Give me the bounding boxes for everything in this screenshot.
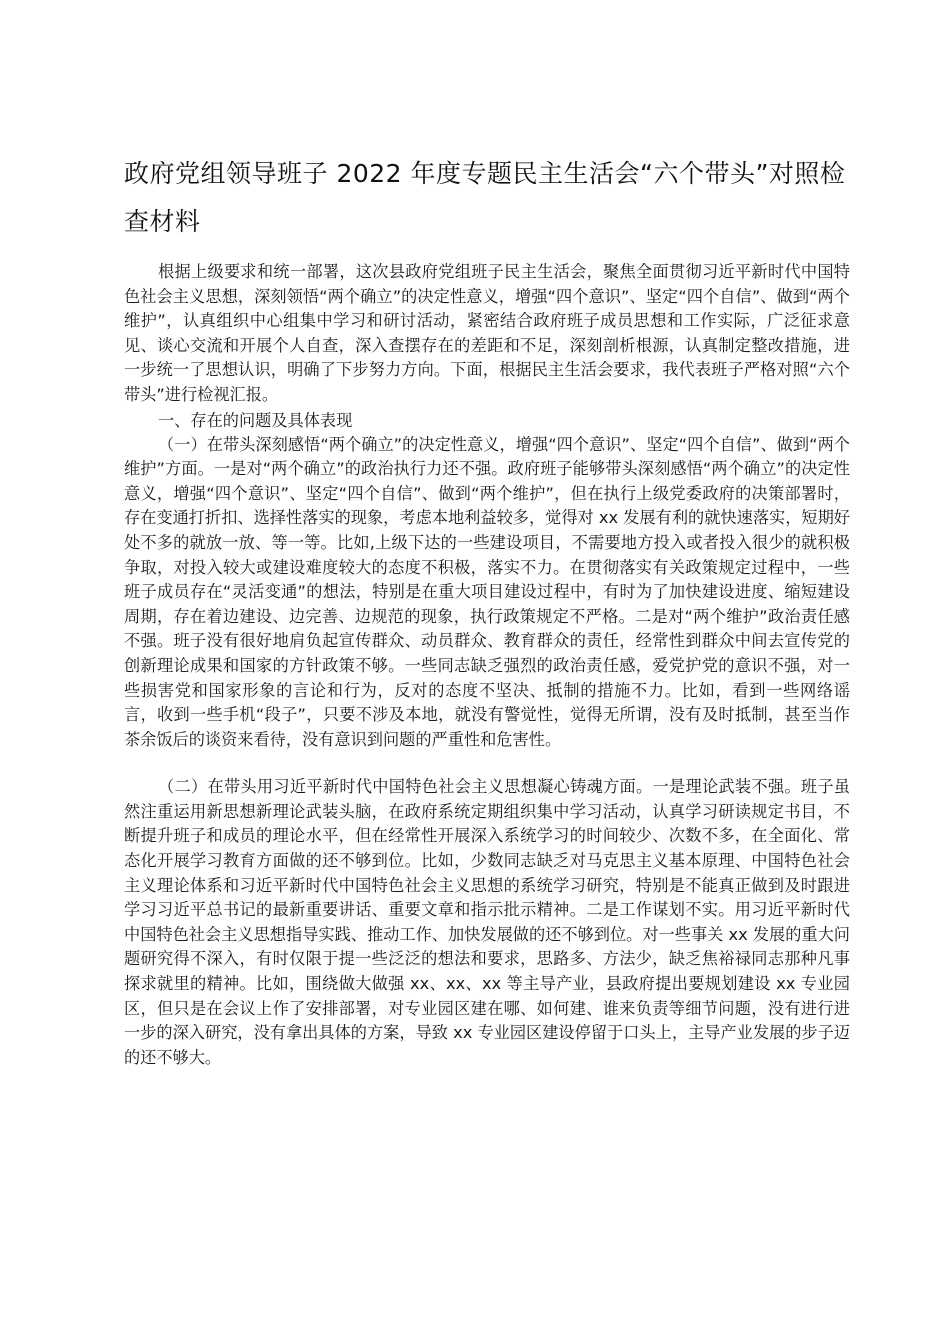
document-title: 政府党组领导班子 2022 年度专题民主生活会“六个带头”对照检查材料 xyxy=(124,159,846,236)
section-heading-problems: 一、存在的问题及具体表现 xyxy=(158,410,353,430)
intro-paragraph: 根据上级要求和统一部署，这次县政府党组班子民主生活会，聚焦全面贯彻习近平新时代中国特色社会主义思想，深刻领悟“两个确立”的决定性意义，增强“四个意识”、坚定“四个自信”、做到“两个维护”，认真组织中心组集中学习和研讨活动，紧密结合政府班子成员思想和工作实际，广泛征求意见、谈心交流和开展个人自查，深入查摆存在的差距和不足，深刻剖析根源，认真制定整改措施，进一步统一了思想认识，明确了下步努力方向。下面，根据民主生活会要求，我代表班子严格对照“六个带头”进行检视汇报。 xyxy=(124,262,850,404)
document-page xyxy=(124,150,850,1070)
paragraph-spacer xyxy=(124,752,850,775)
paragraph-part-two: （二）在带头用习近平新时代中国特色社会主义思想凝心铸魂方面。一是理论武装不强。班子虽然注重运用新思想新理论武装头脑，在政府系统定期组织集中学习活动，认真学习研读规定书目，不断提升班子和成员的理论水平，但在经常性开展深入系统学习的时间较少、次数不多，在全面化、常态化开展学习教育方面做的还不够到位。比如，少数同志缺乏对马克思主义基本原理、中国特色社会主义理论体系和习近平新时代中国特色社会主义思想的系统学习研究，特别是不能真正做到及时跟进学习习近平总书记的最新重要讲话、重要文章和指示批示精神。二是工作谋划不实。用习近平新时代中国特色社会主义思想指导实践、推动工作、加快发展做的还不够到位。对一些事关 xx 发展的重大问题研究得不深入，有时仅限于提一些泛泛的想法和要求，思路多、方法少，缺乏焦裕禄同志那种凡事探求就里的精神。比如，围绕做大做强 xx、xx、xx 等主导产业，县政府提出要规划建设 xx 专业园区，但只是在会议上作了安排部署，对专业园区建在哪、如何建、谁来负责等细节问题，没有进行进一步的深入研究，没有拿出具体的方案，导致 xx 专业园区建设停留于口头上，主导产业发展的步子迈的还不够大。 xyxy=(124,777,850,1067)
paragraph-part-one: （一）在带头深刻感悟“两个确立”的决定性意义，增强“四个意识”、坚定“四个自信”、做到“两个维护”方面。一是对“两个确立”的政治执行力还不强。政府班子能够带头深刻感悟“两个确立”的决定性意义，增强“四个意识”、坚定“四个自信”、做到“两个维护”，但在执行上级党委政府的决策部署时，存在变通打折扣、选择性落实的现象，考虑本地利益较多，觉得对 xx 发展有利的就快速落实，短期好处不多的就放一放、等一等。比如,上级下达的一些建设项目，不需要地方投入或者投入很少的就积极争取，对投入较大或建设难度较大的态度不积极，落实不力。在贯彻落实有关政策规定过程中，一些班子成员存在“灵活变通”的想法，特别是在重大项目建设过程中，有时为了加快建设进度、缩短建设周期，存在着边建设、边完善、边规范的现象，执行政策规定不严格。二是对“两个维护”政治责任感不强。班子没有很好地肩负起宣传群众、动员群众、教育群众的责任，经常性到群众中间去宣传党的创新理论成果和国家的方针政策不够。一些同志缺乏强烈的政治责任感，爱党护党的意识不强，对一些损害党和国家形象的言论和行为，反对的态度不坚决、抵制的措施不力。比如，看到一些网络谣言，收到一些手机“段子”，只要不涉及本地，就没有警觉性，觉得无所谓，没有及时抵制，甚至当作茶余饭后的谈资来看待，没有意识到问题的严重性和危害性。 xyxy=(124,434,850,749)
